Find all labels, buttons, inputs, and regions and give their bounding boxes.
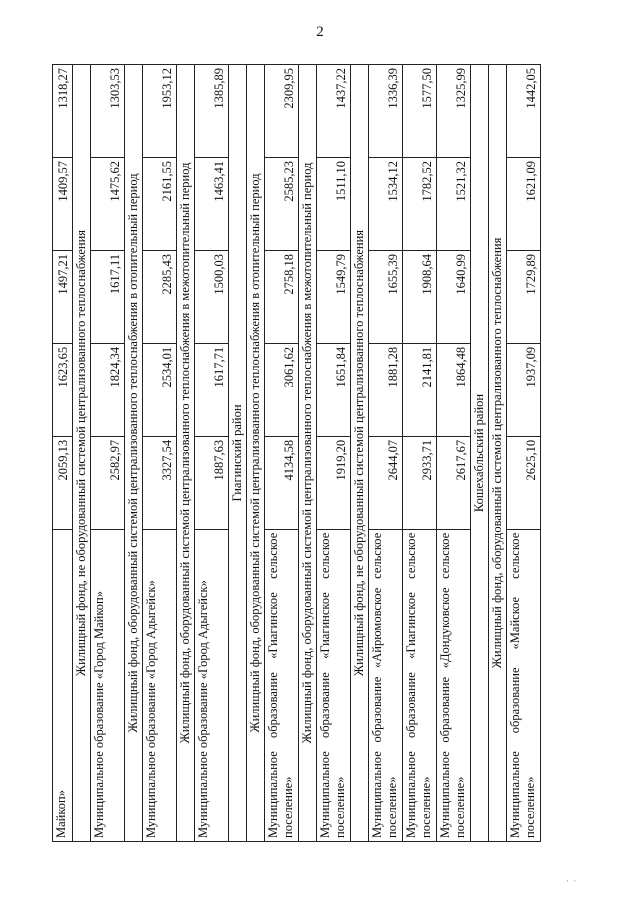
row-value: 1409,57 [53, 158, 73, 251]
row-name: Муниципальное образование «Айрюмовское сельское поселение» [369, 529, 403, 841]
row-value: 1385,89 [195, 65, 229, 158]
row-value: 1651,84 [317, 343, 351, 436]
scan-mark: · · [566, 876, 578, 886]
row-value: 2582,97 [91, 436, 125, 529]
row-value: 2758,18 [265, 250, 299, 343]
table-row [265, 65, 299, 842]
row-value: 1881,28 [369, 343, 403, 436]
district-heading-row [471, 65, 489, 842]
row-value: 1437,22 [317, 65, 351, 158]
row-value: 1336,39 [369, 65, 403, 158]
row-name: Муниципальное образование «Гиагинское сельское поселение» [317, 529, 351, 841]
row-value: 4134,58 [265, 436, 299, 529]
row-value: 1497,21 [53, 250, 73, 343]
row-value: 1549,79 [317, 250, 351, 343]
table-row [507, 65, 541, 842]
row-value: 2585,23 [265, 158, 299, 251]
section-heading: Жилищный фонд, оборудованный системой централизованного теплоснабжения [489, 65, 507, 842]
row-value: 1318,27 [53, 65, 73, 158]
row-value: 1521,32 [437, 158, 471, 251]
table-row [369, 65, 403, 842]
table-row [437, 65, 471, 842]
row-value: 1577,50 [403, 65, 437, 158]
section-heading: Жилищный фонд, оборудованный системой централизованного теплоснабжения в отопительный период [125, 65, 143, 842]
row-value: 1729,89 [507, 250, 541, 343]
district-heading: Гиагинский район [229, 65, 247, 842]
section-heading-row [177, 65, 195, 842]
row-value: 1463,41 [195, 158, 229, 251]
row-value: 1511,10 [317, 158, 351, 251]
row-value: 2285,43 [143, 250, 177, 343]
row-value: 1303,53 [91, 65, 125, 158]
row-value: 1534,12 [369, 158, 403, 251]
row-name: Муниципальное образование «Гиагинское сельское поселение» [265, 529, 299, 841]
section-heading-row [489, 65, 507, 842]
row-value: 1325,99 [437, 65, 471, 158]
rotated-table [52, 64, 593, 842]
row-value: 2625,10 [507, 436, 541, 529]
section-heading: Жилищный фонд, оборудованный системой централизованного теплоснабжения в межотопительный период [177, 65, 195, 842]
row-name: Муниципальное образование «Город Адыгейск» [195, 529, 229, 841]
section-heading-row [351, 65, 369, 842]
row-value: 2059,13 [53, 436, 73, 529]
tariff-table [52, 64, 541, 842]
tariff-table-body [53, 65, 541, 842]
table-row [403, 65, 437, 842]
table-row [143, 65, 177, 842]
row-value: 1475,62 [91, 158, 125, 251]
table-row [317, 65, 351, 842]
table-row [195, 65, 229, 842]
section-heading-row [247, 65, 265, 842]
row-value: 1655,39 [369, 250, 403, 343]
row-name: Муниципальное образование «Город Майкоп» [91, 529, 125, 841]
section-heading-row [125, 65, 143, 842]
district-heading: Кошехабльский район [471, 65, 489, 842]
row-value: 1919,20 [317, 436, 351, 529]
row-name: Майкоп» [53, 529, 73, 841]
row-value: 2617,67 [437, 436, 471, 529]
row-value: 2933,71 [403, 436, 437, 529]
row-value: 2309,95 [265, 65, 299, 158]
row-value: 1617,71 [195, 343, 229, 436]
row-value: 2161,55 [143, 158, 177, 251]
page-number: 2 [316, 24, 324, 40]
row-name: Муниципальное образование «Гиагинское сельское поселение» [403, 529, 437, 841]
section-heading: Жилищный фонд, оборудованный системой централизованного теплоснабжения в отопительный период [247, 65, 265, 842]
section-heading: Жилищный фонд, не оборудованный системой централизованного теплоснабжения [73, 65, 91, 842]
row-value: 3061,62 [265, 343, 299, 436]
row-name: Муниципальное образование «Город Адыгейск» [143, 529, 177, 841]
section-heading: Жилищный фонд, не оборудованный системой централизованного теплоснабжения [351, 65, 369, 842]
section-heading-row [299, 65, 317, 842]
row-value: 1640,99 [437, 250, 471, 343]
row-value: 1500,03 [195, 250, 229, 343]
section-heading: Жилищный фонд, оборудованный системой централизованного теплоснабжения в межотопительный период [299, 65, 317, 842]
row-value: 1824,34 [91, 343, 125, 436]
row-value: 1908,64 [403, 250, 437, 343]
row-name: Муниципальное образование «Дондуковское сельское поселение» [437, 529, 471, 841]
row-value: 1617,11 [91, 250, 125, 343]
table-row [53, 65, 73, 842]
row-value: 2141,81 [403, 343, 437, 436]
row-value: 1621,09 [507, 158, 541, 251]
rotated-table-container [52, 64, 593, 842]
district-heading-row [229, 65, 247, 842]
table-row [91, 65, 125, 842]
row-value: 2644,07 [369, 436, 403, 529]
row-value: 1864,48 [437, 343, 471, 436]
row-value: 1937,09 [507, 343, 541, 436]
row-value: 1887,63 [195, 436, 229, 529]
row-value: 3327,54 [143, 436, 177, 529]
section-heading-row [73, 65, 91, 842]
row-value: 1953,12 [143, 65, 177, 158]
row-value: 1782,52 [403, 158, 437, 251]
row-value: 1623,65 [53, 343, 73, 436]
row-value: 1442,05 [507, 65, 541, 158]
row-value: 2534,01 [143, 343, 177, 436]
row-name: Муниципальное образование «Майское сельское поселение» [507, 529, 541, 841]
